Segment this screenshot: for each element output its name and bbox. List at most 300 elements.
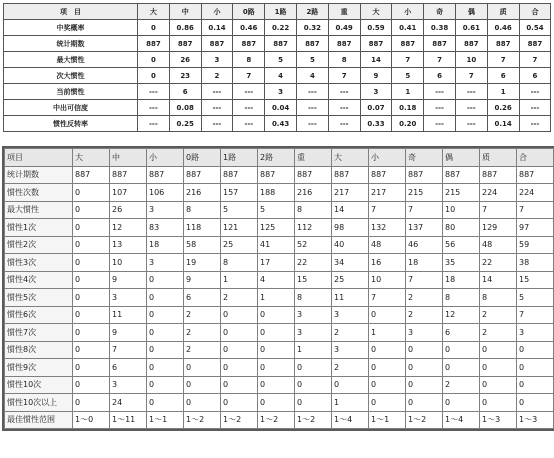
detail-row	[5, 219, 554, 237]
detail-cell: 18	[443, 271, 480, 289]
summary-cell: 0.14	[487, 116, 519, 132]
detail-cell: 0	[443, 341, 480, 359]
detail-cell: 2	[406, 289, 443, 307]
summary-cell: 5	[265, 52, 297, 68]
summary-cell: ---	[296, 100, 328, 116]
detail-cell: 0	[221, 376, 258, 394]
detail-cell: 0	[258, 394, 295, 412]
detail-cell: 1～2	[184, 411, 221, 429]
detail-cell: 8	[295, 289, 332, 307]
detail-row	[5, 236, 554, 254]
detail-row	[5, 254, 554, 272]
detail-cell: 1～4	[443, 411, 480, 429]
detail-cell: 11	[110, 306, 147, 324]
detail-header-cell: 质	[480, 149, 517, 167]
detail-cell: 0	[73, 201, 110, 219]
summary-row-label: 中奖概率	[4, 20, 138, 36]
detail-cell: 0	[258, 324, 295, 342]
detail-cell: 22	[295, 254, 332, 272]
detail-cell: 0	[443, 359, 480, 377]
detail-cell: 132	[369, 219, 406, 237]
detail-cell: 0	[73, 324, 110, 342]
summary-cell: 887	[138, 36, 170, 52]
summary-cell: ---	[138, 100, 170, 116]
detail-cell: 25	[332, 271, 369, 289]
detail-cell: 1	[221, 271, 258, 289]
summary-cell: ---	[296, 116, 328, 132]
summary-cell: 0.20	[392, 116, 424, 132]
detail-cell: 215	[443, 184, 480, 202]
detail-cell: 887	[221, 166, 258, 184]
detail-row-label: 惯性4次	[5, 271, 73, 289]
detail-cell: 0	[221, 394, 258, 412]
detail-cell: 58	[184, 236, 221, 254]
detail-header-cell: 1路	[221, 149, 258, 167]
detail-cell: 129	[480, 219, 517, 237]
detail-cell: 0	[369, 306, 406, 324]
summary-cell: 7	[328, 68, 360, 84]
detail-cell: 188	[258, 184, 295, 202]
detail-cell: 0	[258, 376, 295, 394]
detail-cell: 4	[258, 271, 295, 289]
detail-cell: 7	[369, 289, 406, 307]
detail-cell: 41	[258, 236, 295, 254]
summary-row-label: 统计期数	[4, 36, 138, 52]
detail-cell: 887	[73, 166, 110, 184]
summary-cell: 8	[233, 52, 265, 68]
detail-row	[5, 324, 554, 342]
detail-row-label: 惯性7次	[5, 324, 73, 342]
summary-header-cell: 合	[519, 4, 551, 20]
summary-cell: 2	[201, 68, 233, 84]
summary-row-label: 最大惯性	[4, 52, 138, 68]
detail-cell: 26	[110, 201, 147, 219]
detail-row	[5, 166, 554, 184]
summary-cell: 0	[138, 52, 170, 68]
summary-table	[3, 3, 551, 132]
detail-cell: 0	[406, 341, 443, 359]
detail-cell: 0	[147, 376, 184, 394]
detail-cell: 2	[480, 324, 517, 342]
detail-cell: 0	[73, 394, 110, 412]
detail-cell: 0	[295, 376, 332, 394]
summary-cell: ---	[519, 116, 551, 132]
summary-cell: 7	[455, 68, 487, 84]
detail-cell: 0	[480, 394, 517, 412]
summary-cell: ---	[201, 100, 233, 116]
summary-row-label: 中出可信度	[4, 100, 138, 116]
detail-cell: 3	[295, 324, 332, 342]
summary-cell: 0.46	[233, 20, 265, 36]
detail-cell: 9	[184, 271, 221, 289]
summary-row	[4, 52, 551, 68]
detail-cell: 2	[480, 306, 517, 324]
detail-cell: 125	[258, 219, 295, 237]
detail-cell: 106	[147, 184, 184, 202]
detail-cell: 0	[147, 289, 184, 307]
detail-header-cell: 项目	[5, 149, 73, 167]
detail-cell: 887	[258, 166, 295, 184]
summary-cell: 7	[487, 52, 519, 68]
summary-header-cell: 小	[392, 4, 424, 20]
detail-cell: 14	[480, 271, 517, 289]
detail-cell: 8	[443, 289, 480, 307]
summary-cell: ---	[455, 100, 487, 116]
detail-cell: 0	[406, 394, 443, 412]
summary-cell: 10	[455, 52, 487, 68]
detail-header-cell: 偶	[443, 149, 480, 167]
detail-cell: 137	[406, 219, 443, 237]
summary-cell: 6	[487, 68, 519, 84]
detail-cell: 15	[517, 271, 554, 289]
detail-cell: 13	[110, 236, 147, 254]
detail-cell: 5	[258, 201, 295, 219]
summary-cell: ---	[201, 116, 233, 132]
detail-row	[5, 271, 554, 289]
detail-cell: 10	[369, 271, 406, 289]
detail-header-cell: 0路	[184, 149, 221, 167]
summary-cell: 5	[296, 52, 328, 68]
detail-cell: 18	[147, 236, 184, 254]
detail-cell: 7	[517, 201, 554, 219]
detail-cell: 38	[517, 254, 554, 272]
detail-cell: 0	[332, 376, 369, 394]
detail-header-cell: 合	[517, 149, 554, 167]
detail-cell: 10	[110, 254, 147, 272]
detail-cell: 0	[221, 341, 258, 359]
summary-cell: 0	[138, 68, 170, 84]
summary-cell: 1	[487, 84, 519, 100]
detail-cell: 0	[406, 376, 443, 394]
summary-cell: ---	[519, 84, 551, 100]
summary-row	[4, 68, 551, 84]
detail-row-label: 统计期数	[5, 166, 73, 184]
detail-cell: 0	[221, 324, 258, 342]
detail-cell: 0	[73, 271, 110, 289]
detail-cell: 215	[406, 184, 443, 202]
summary-cell: 0.54	[519, 20, 551, 36]
summary-cell: 0.33	[360, 116, 392, 132]
detail-row	[5, 289, 554, 307]
summary-cell: 0.08	[169, 100, 201, 116]
summary-cell: 4	[265, 68, 297, 84]
summary-cell: ---	[455, 84, 487, 100]
detail-cell: 98	[332, 219, 369, 237]
detail-cell: 1	[369, 324, 406, 342]
summary-cell: 4	[296, 68, 328, 84]
detail-cell: 887	[406, 166, 443, 184]
detail-row-label: 惯性10次	[5, 376, 73, 394]
summary-cell: 887	[424, 36, 456, 52]
detail-cell: 22	[480, 254, 517, 272]
detail-cell: 0	[73, 376, 110, 394]
detail-cell: 9	[110, 324, 147, 342]
summary-cell: 0.43	[265, 116, 297, 132]
detail-cell: 3	[147, 201, 184, 219]
detail-cell: 887	[480, 166, 517, 184]
detail-row	[5, 376, 554, 394]
summary-cell: 887	[265, 36, 297, 52]
summary-cell: 887	[233, 36, 265, 52]
summary-cell: 3	[201, 52, 233, 68]
summary-cell: ---	[424, 116, 456, 132]
summary-cell: 26	[169, 52, 201, 68]
detail-cell: 8	[221, 254, 258, 272]
detail-header-cell: 小	[369, 149, 406, 167]
detail-cell: 1～1	[369, 411, 406, 429]
summary-cell: 8	[328, 52, 360, 68]
detail-cell: 0	[147, 271, 184, 289]
summary-header-cell: 重	[328, 4, 360, 20]
detail-cell: 0	[73, 306, 110, 324]
detail-cell: 3	[332, 341, 369, 359]
detail-cell: 48	[369, 236, 406, 254]
detail-cell: 2	[443, 376, 480, 394]
detail-cell: 48	[480, 236, 517, 254]
summary-cell: 3	[360, 84, 392, 100]
summary-cell: 0.26	[487, 100, 519, 116]
detail-cell: 3	[332, 306, 369, 324]
detail-cell: 0	[369, 341, 406, 359]
detail-header-cell: 大	[332, 149, 369, 167]
summary-cell: 0.32	[296, 20, 328, 36]
detail-table	[4, 148, 554, 429]
summary-cell: ---	[138, 84, 170, 100]
summary-header-row	[4, 4, 551, 20]
summary-cell: ---	[138, 116, 170, 132]
detail-cell: 217	[369, 184, 406, 202]
detail-cell: 8	[295, 201, 332, 219]
detail-cell: 1	[258, 289, 295, 307]
detail-cell: 11	[332, 289, 369, 307]
summary-cell: 7	[519, 52, 551, 68]
detail-cell: 19	[184, 254, 221, 272]
detail-cell: 0	[73, 219, 110, 237]
detail-cell: 1～3	[517, 411, 554, 429]
summary-cell: 0.38	[424, 20, 456, 36]
detail-cell: 5	[517, 289, 554, 307]
summary-cell: 0.41	[392, 20, 424, 36]
summary-cell: ---	[424, 84, 456, 100]
detail-cell: 17	[258, 254, 295, 272]
detail-table-frame	[2, 146, 554, 431]
summary-header-cell: 大	[138, 4, 170, 20]
detail-cell: 0	[443, 394, 480, 412]
detail-cell: 3	[295, 306, 332, 324]
detail-cell: 7	[480, 201, 517, 219]
summary-row	[4, 20, 551, 36]
detail-row-label: 惯性1次	[5, 219, 73, 237]
detail-row-label: 最佳惯性范围	[5, 411, 73, 429]
detail-cell: 56	[443, 236, 480, 254]
detail-cell: 34	[332, 254, 369, 272]
detail-header-cell: 大	[73, 149, 110, 167]
detail-cell: 0	[73, 289, 110, 307]
detail-cell: 35	[443, 254, 480, 272]
detail-cell: 0	[221, 359, 258, 377]
detail-cell: 2	[406, 306, 443, 324]
detail-cell: 7	[406, 201, 443, 219]
detail-cell: 15	[295, 271, 332, 289]
detail-cell: 1～2	[221, 411, 258, 429]
summary-cell: 0.59	[360, 20, 392, 36]
summary-cell: ---	[328, 100, 360, 116]
summary-cell: 5	[392, 68, 424, 84]
detail-cell: 24	[110, 394, 147, 412]
summary-row-label: 次大惯性	[4, 68, 138, 84]
detail-cell: 1～1	[147, 411, 184, 429]
detail-cell: 0	[73, 236, 110, 254]
summary-row	[4, 36, 551, 52]
summary-cell: ---	[424, 100, 456, 116]
detail-cell: 887	[184, 166, 221, 184]
summary-cell: 887	[519, 36, 551, 52]
detail-cell: 8	[184, 201, 221, 219]
detail-cell: 887	[369, 166, 406, 184]
detail-cell: 0	[73, 254, 110, 272]
detail-cell: 7	[517, 306, 554, 324]
detail-cell: 224	[517, 184, 554, 202]
summary-cell: 7	[233, 68, 265, 84]
summary-header-cell: 偶	[455, 4, 487, 20]
detail-header-cell: 小	[147, 149, 184, 167]
detail-cell: 3	[110, 289, 147, 307]
detail-cell: 3	[517, 324, 554, 342]
summary-cell: ---	[328, 84, 360, 100]
summary-header-cell: 项 目	[4, 4, 138, 20]
detail-cell: 5	[221, 201, 258, 219]
detail-row-label: 惯性3次	[5, 254, 73, 272]
detail-cell: 80	[443, 219, 480, 237]
detail-row	[5, 359, 554, 377]
summary-header-cell: 1路	[265, 4, 297, 20]
summary-cell: 0.49	[328, 20, 360, 36]
summary-cell: 887	[487, 36, 519, 52]
detail-cell: 16	[369, 254, 406, 272]
detail-cell: 2	[184, 306, 221, 324]
summary-cell: 887	[360, 36, 392, 52]
detail-cell: 9	[110, 271, 147, 289]
detail-row-label: 惯性2次	[5, 236, 73, 254]
detail-cell: 0	[184, 359, 221, 377]
detail-cell: 0	[369, 394, 406, 412]
summary-cell: 887	[169, 36, 201, 52]
summary-cell: ---	[233, 100, 265, 116]
detail-cell: 887	[517, 166, 554, 184]
summary-header-cell: 小	[201, 4, 233, 20]
detail-cell: 0	[295, 394, 332, 412]
summary-cell: ---	[233, 116, 265, 132]
summary-cell: 3	[265, 84, 297, 100]
detail-cell: 0	[147, 306, 184, 324]
detail-row-label: 惯性次数	[5, 184, 73, 202]
detail-cell: 40	[332, 236, 369, 254]
detail-row	[5, 184, 554, 202]
detail-cell: 887	[295, 166, 332, 184]
summary-cell: 6	[424, 68, 456, 84]
detail-cell: 0	[73, 184, 110, 202]
summary-header-cell: 奇	[424, 4, 456, 20]
summary-row	[4, 100, 551, 116]
summary-row	[4, 84, 551, 100]
detail-row	[5, 341, 554, 359]
detail-cell: 2	[332, 359, 369, 377]
detail-cell: 0	[258, 341, 295, 359]
detail-header-cell: 中	[110, 149, 147, 167]
detail-cell: 0	[295, 359, 332, 377]
detail-cell: 224	[480, 184, 517, 202]
summary-cell: ---	[233, 84, 265, 100]
detail-cell: 2	[184, 324, 221, 342]
detail-cell: 12	[110, 219, 147, 237]
detail-cell: 1～2	[406, 411, 443, 429]
summary-cell: 1	[392, 84, 424, 100]
detail-cell: 0	[184, 376, 221, 394]
summary-cell: ---	[328, 116, 360, 132]
detail-cell: 7	[406, 271, 443, 289]
detail-cell: 25	[221, 236, 258, 254]
summary-cell: 14	[360, 52, 392, 68]
detail-cell: 157	[221, 184, 258, 202]
detail-row-label: 惯性10次以上	[5, 394, 73, 412]
detail-cell: 121	[221, 219, 258, 237]
summary-cell: 23	[169, 68, 201, 84]
detail-cell: 107	[110, 184, 147, 202]
detail-cell: 83	[147, 219, 184, 237]
detail-header-cell: 奇	[406, 149, 443, 167]
detail-cell: 8	[480, 289, 517, 307]
summary-cell: 0.25	[169, 116, 201, 132]
detail-cell: 216	[184, 184, 221, 202]
detail-cell: 1～3	[480, 411, 517, 429]
summary-cell: 0.61	[455, 20, 487, 36]
detail-row-label: 惯性9次	[5, 359, 73, 377]
detail-cell: 10	[443, 201, 480, 219]
detail-cell: 0	[258, 359, 295, 377]
detail-cell: 14	[332, 201, 369, 219]
detail-cell: 217	[332, 184, 369, 202]
summary-cell: 0.86	[169, 20, 201, 36]
detail-cell: 2	[221, 289, 258, 307]
detail-cell: 3	[147, 254, 184, 272]
detail-cell: 0	[480, 341, 517, 359]
detail-cell: 0	[406, 359, 443, 377]
detail-cell: 0	[221, 306, 258, 324]
summary-cell: 0.18	[392, 100, 424, 116]
detail-cell: 0	[369, 376, 406, 394]
detail-cell: 46	[406, 236, 443, 254]
summary-cell: 0.14	[201, 20, 233, 36]
detail-cell: 0	[480, 359, 517, 377]
detail-row-label: 最大惯性	[5, 201, 73, 219]
detail-cell: 118	[184, 219, 221, 237]
detail-cell: 1～2	[295, 411, 332, 429]
detail-cell: 1～0	[73, 411, 110, 429]
detail-cell: 1～2	[258, 411, 295, 429]
detail-cell: 6	[443, 324, 480, 342]
detail-cell: 0	[369, 359, 406, 377]
detail-cell: 7	[369, 201, 406, 219]
detail-cell: 887	[332, 166, 369, 184]
detail-cell: 887	[147, 166, 184, 184]
detail-cell: 0	[73, 341, 110, 359]
summary-cell: 887	[392, 36, 424, 52]
detail-cell: 1	[332, 394, 369, 412]
detail-cell: 7	[110, 341, 147, 359]
detail-row	[5, 411, 554, 429]
detail-row-label: 惯性8次	[5, 341, 73, 359]
summary-cell: ---	[201, 84, 233, 100]
